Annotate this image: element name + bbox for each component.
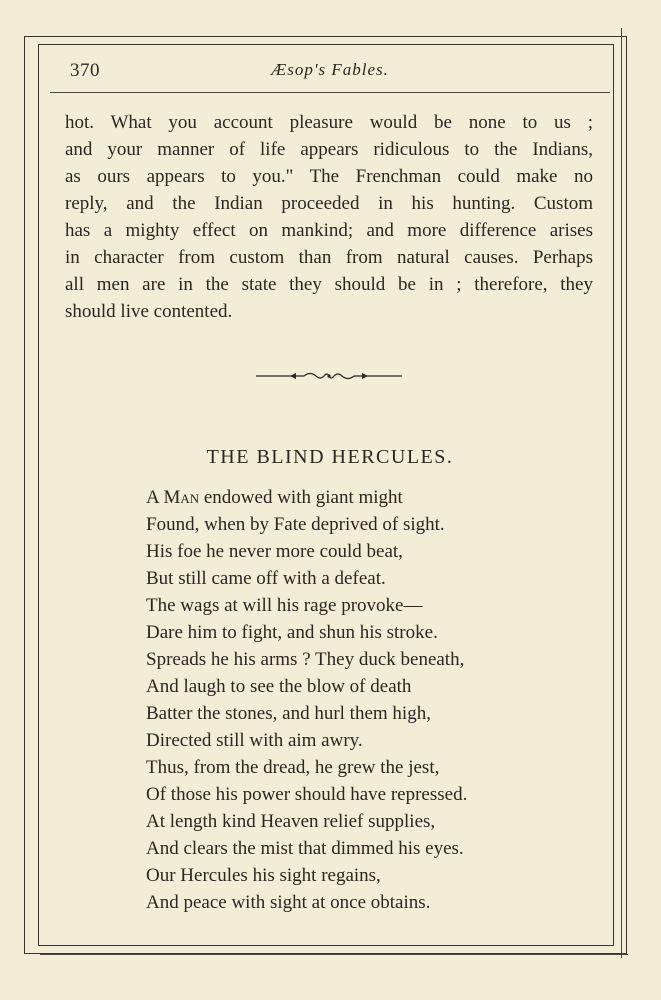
header-rule bbox=[50, 92, 610, 93]
prose-line: and your manner of life appears ridiculous to the Indians, bbox=[65, 139, 593, 160]
bottom-edge-rule bbox=[40, 954, 628, 955]
flourish-ornament-icon bbox=[256, 368, 402, 384]
poem-line: Found, when by Fate deprived of sight. bbox=[146, 514, 445, 535]
prose-line: hot. What you account pleasure would be none to us ; bbox=[65, 112, 593, 133]
prose-line: reply, and the Indian proceeded in his hunting. Custom bbox=[65, 193, 593, 214]
poem-line: And peace with sight at once obtains. bbox=[146, 892, 431, 913]
first-word-smallcaps: Man bbox=[163, 487, 200, 508]
prose-line: should live contented. bbox=[65, 301, 233, 322]
page-number: 370 bbox=[70, 60, 100, 81]
running-head: Æsop's Fables. bbox=[271, 60, 389, 79]
poem bbox=[146, 484, 566, 916]
poem-line: Batter the stones, and hurl them high, bbox=[146, 703, 431, 724]
poem-line: Of those his power should have repressed. bbox=[146, 784, 468, 805]
prose-line: all men are in the state they should be in ; therefore, they bbox=[65, 274, 593, 295]
poem-line: Dare him to fight, and shun his stroke. bbox=[146, 622, 438, 643]
first-line-rest: endowed with giant might bbox=[199, 487, 403, 508]
poem-line: And clears the mist that dimmed his eyes. bbox=[146, 838, 464, 859]
poem-line: But still came off with a defeat. bbox=[146, 568, 386, 589]
poem-line: And laugh to see the blow of death bbox=[146, 676, 412, 697]
prose-line: has a mighty effect on mankind; and more difference arises bbox=[65, 220, 593, 241]
poem-line: His foe he never more could beat, bbox=[146, 541, 403, 562]
poem-line: Directed still with aim awry. bbox=[146, 730, 363, 751]
right-edge-rule bbox=[621, 28, 622, 958]
poem-first-line bbox=[146, 484, 566, 511]
first-word-lead: A bbox=[146, 487, 164, 508]
prose-line: as ours appears to you." The Frenchman could make no bbox=[65, 166, 593, 187]
fable-title: THE BLIND HERCULES. bbox=[206, 446, 454, 468]
poem-line: Our Hercules his sight regains, bbox=[146, 865, 381, 886]
poem-line: At length kind Heaven relief supplies, bbox=[146, 811, 436, 832]
poem-line: The wags at will his rage provoke— bbox=[146, 595, 423, 616]
prose-paragraph bbox=[65, 109, 593, 325]
poem-line: Thus, from the dread, he grew the jest, bbox=[146, 757, 440, 778]
poem-line: Spreads he his arms ? They duck beneath, bbox=[146, 649, 465, 670]
prose-line: in character from custom than from natural causes. Perhaps bbox=[65, 247, 593, 268]
